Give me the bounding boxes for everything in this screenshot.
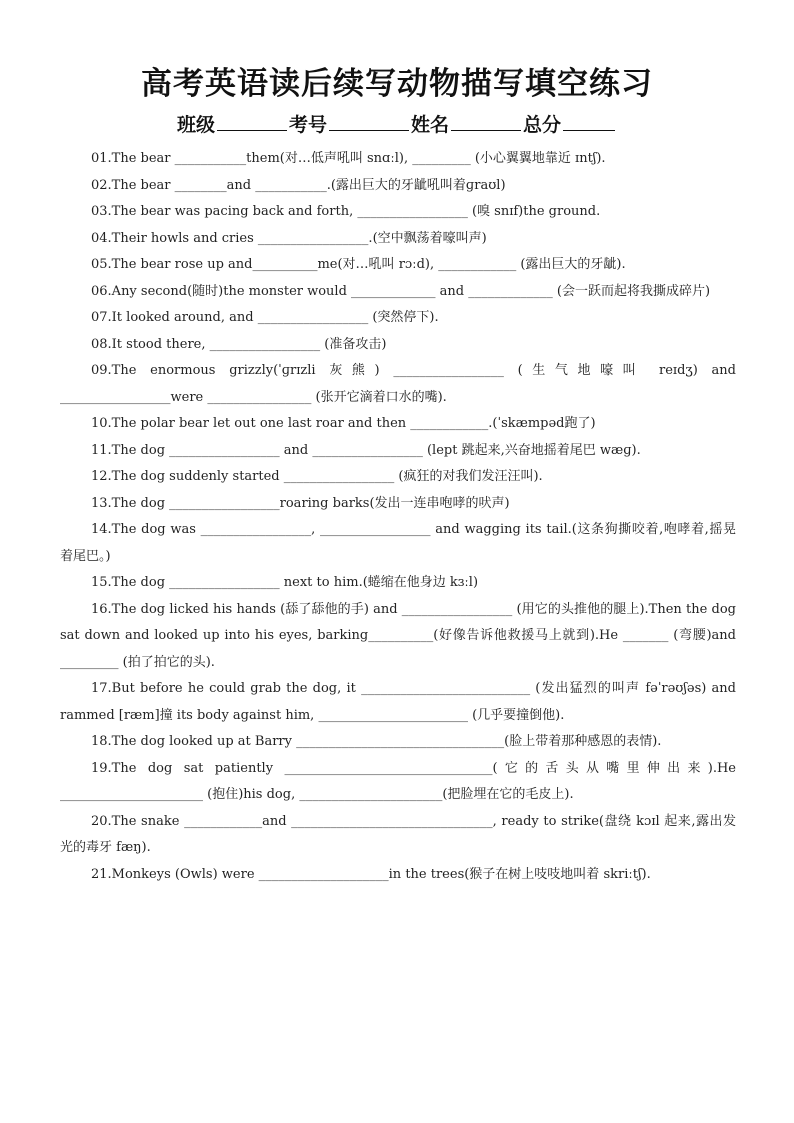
name-blank[interactable] bbox=[451, 112, 521, 131]
exercise-item-04: 04.Their howls and cries _________________.(空中飘荡着嚎叫声) bbox=[91, 230, 487, 246]
exercise-list bbox=[60, 146, 736, 888]
exercise-item-19: 19.The dog sat patiently ________________________________(它的舌头从嘴里伸出来).He ______________________ (抱住)his dog, ______________________(把脸埋在它的毛皮上). bbox=[60, 760, 736, 802]
class-label: 班级 bbox=[176, 114, 215, 136]
page-title: 高考英语读后续写动物描写填空练习 bbox=[141, 66, 653, 102]
score-label: 总分 bbox=[523, 114, 562, 136]
exercise-item-15: 15.The dog _________________ next to him.(蜷缩在他身边 kɜːl) bbox=[91, 575, 479, 590]
exercise-item-12: 12.The dog suddenly started _________________ (疯狂的对我们发汪汪叫). bbox=[91, 469, 543, 484]
exercise-item-03: 03.The bear was pacing back and forth, _________________ (嗅 snɪf)the ground. bbox=[91, 204, 601, 219]
exam-no-label: 考号 bbox=[288, 114, 327, 136]
exercise-item-13: 13.The dog _________________roaring barks(发出一连串咆哮的吠声) bbox=[91, 495, 510, 511]
exercise-item-01: 01.The bear ___________them(对…低声吼叫 snɑːl), _________ (小心翼翼地靠近 ɪntʃ). bbox=[91, 151, 606, 166]
exercise-item-05: 05.The bear rose up and__________me(对…吼叫 rɔːd), ____________ (露出巨大的牙龇). bbox=[91, 257, 626, 272]
exercise-item-18: 18.The dog looked up at Barry ________________________________(脸上带着那种感恩的表情). bbox=[91, 734, 662, 749]
exercise-item-06: 06.Any second(随时)the monster would _____________ and _____________ (会一跃而起将我撕成碎片) bbox=[91, 283, 711, 299]
exercise-item-10: 10.The polar bear let out one last roar and then ____________.(ˈskæmpəd跑了) bbox=[91, 416, 596, 431]
exercise-item-20: 20.The snake ____________and _______________________________, ready to strike(盘绕 kɔɪl 起来,露出发光的毒牙 fæŋ). bbox=[60, 813, 736, 855]
exercise-item-02: 02.The bear ________and ___________.(露出巨大的牙龇吼叫着ɡraʊl) bbox=[91, 177, 506, 193]
student-info-row bbox=[0, 110, 794, 137]
exercise-item-07: 07.It looked around, and _________________ (突然停下). bbox=[91, 310, 439, 325]
exercise-item-14: 14.The dog was _________________, _________________ and wagging its tail.(这条狗撕咬着,咆哮着,摇晃着尾巴。) bbox=[60, 522, 736, 564]
exercise-item-16: 16.The dog licked his hands (舔了舔他的手) and _________________ (用它的头推他的腿上).Then the dog sat down and looked up into his eyes, barking__________(好像告诉他救援马上就到).He _______ (弯腰)and _________ (拍了拍它的头). bbox=[60, 601, 736, 670]
exercise-item-11: 11.The dog _________________ and _________________ (lept 跳起来,兴奋地摇着尾巴 wæɡ). bbox=[91, 442, 641, 458]
class-blank[interactable] bbox=[217, 112, 287, 131]
score-blank[interactable] bbox=[563, 112, 615, 131]
exercise-item-09: 09.The enormous grizzly(ˈɡrɪzli 灰熊) _________________ (生气地嚎叫 reɪdʒ) and _________________were ________________ (张开它滴着口水的嘴). bbox=[60, 363, 736, 405]
exercise-item-21: 21.Monkeys (Owls) were ____________________in the trees(猴子在树上吱吱地叫着 skriːtʃ). bbox=[91, 866, 651, 882]
name-label: 姓名 bbox=[411, 114, 450, 136]
exam-no-blank[interactable] bbox=[329, 112, 409, 131]
exercise-item-17: 17.But before he could grab the dog, it __________________________ (发出猛烈的叫声 fəˈrəʊʃəs) and rammed [ræm]撞 its body against him, _______________________ (几乎要撞倒他). bbox=[60, 681, 736, 723]
exercise-item-08: 08.It stood there, _________________ (准备攻击) bbox=[91, 336, 387, 352]
